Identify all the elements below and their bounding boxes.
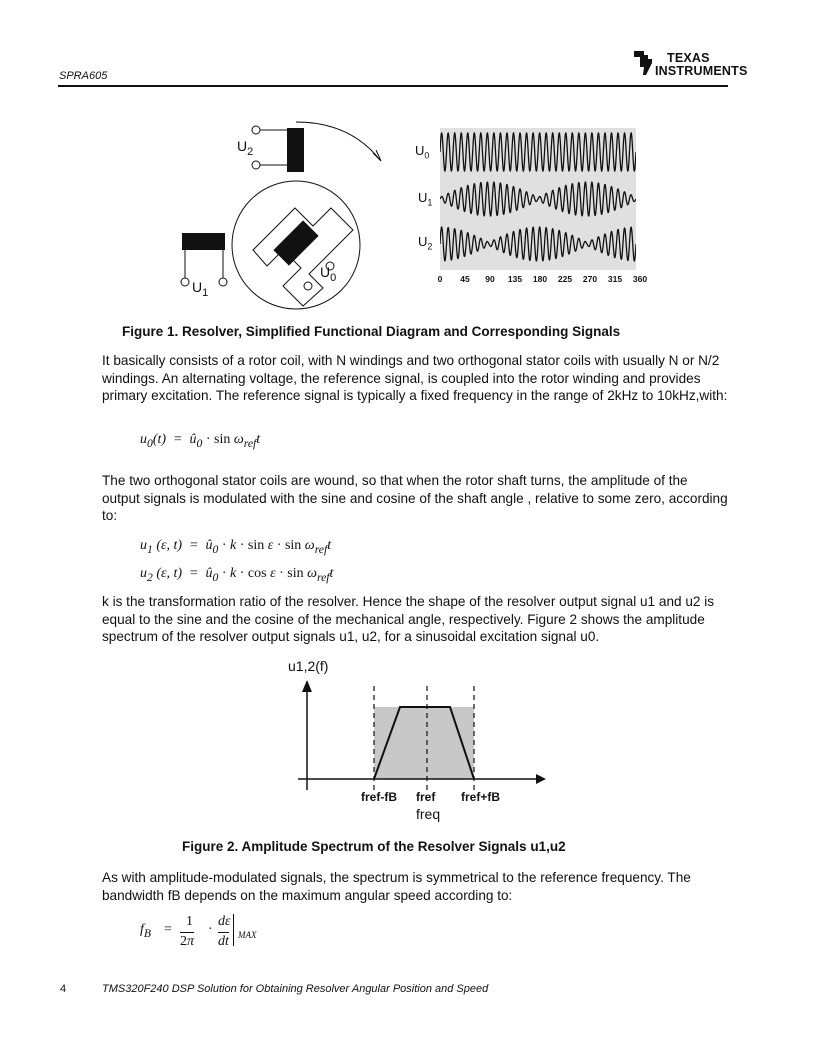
paragraph-4 [102, 869, 728, 904]
diagram-label-u0: $U_0$ [320, 264, 337, 284]
page-number: 4 [60, 983, 67, 995]
figure1-caption: Figure 1. Resolver, Simplified Functional Diagram and Corresponding Signals [122, 324, 621, 339]
paragraph-3 [102, 593, 728, 646]
diagram-label-u1: $U_1$ [192, 279, 209, 299]
signal-axis-tick: 45 [460, 274, 470, 284]
document-id: SPRA605 [59, 70, 108, 82]
signal-axis-tick: 135 [507, 274, 523, 284]
signal-label-u1: $U_1$ [418, 190, 433, 208]
signal-axis-tick: 90 [485, 274, 495, 284]
spectrum-y-label: u1,2(f) [288, 658, 329, 674]
signal-label-u0: $U_0$ [415, 143, 430, 161]
signal-axis-tick: 270 [582, 274, 598, 284]
paragraph-2 [102, 472, 728, 525]
paragraph-2-text: The two orthogonal stator coils are wound, so that when the rotor shaft turns, the amplitude of the output signals is modulated with the sine and cosine of the shaft angle , relative to some zero, according to: [102, 473, 728, 523]
ti-logo-line2: INSTRUMENTS [655, 64, 748, 78]
spectrum-tick-right: fref+fB [461, 790, 501, 804]
signal-axis-tick: 0 [437, 274, 443, 284]
signal-axis-tick: 315 [607, 274, 623, 284]
signal-label-u2: $U_2$ [418, 234, 433, 252]
ti-logo-text [655, 52, 747, 78]
spectrum-tick-left: fref-fB [361, 790, 397, 804]
figure2-caption: Figure 2. Amplitude Spectrum of the Resolver Signals u1,u2 [182, 839, 566, 854]
paragraph-3-text: k is the transformation ratio of the resolver. Hence the shape of the resolver output signal u1 and u2 is equal to the sine and the cosine of the mechanical angle, respectively. Figure 2 shows the amplitude spectrum of the resolver output signals u1, u2, for a sinusoidal excitation signal u0. [102, 594, 715, 644]
paragraph-1-text: It basically consists of a rotor coil, with N windings and two orthogonal stator coils with usually N or N/2 windings. An alternating voltage, the reference signal, is coupled into the rotor winding and provides primary excitation. The reference signal is typically a fixed frequency in the range of 2kHz to 10kHz,with: [102, 353, 728, 403]
signal-axis-tick: 360 [632, 274, 648, 284]
paragraph-4-text: As with amplitude-modulated signals, the spectrum is symmetrical to the reference frequency. The bandwidth fB depends on the maximum angular speed according to: [102, 870, 691, 903]
signal-plot [440, 128, 636, 270]
diagram-label-u2: $U_2$ [237, 138, 254, 158]
footer-title: TMS320F240 DSP Solution for Obtaining Resolver Angular Position and Speed [102, 983, 489, 995]
spectrum-x-label: freq [416, 806, 441, 822]
resolver-diagram [175, 110, 405, 310]
equation-u1: $u_1$ (ε, $t) = û_0 \cdot k \cdot \sin \varepsilon \cdot \sin \omega_{ref}t$ [140, 538, 332, 556]
ti-logo-icon [632, 49, 654, 77]
equation-fb: $f_B$ = 1 2π · dε dt MAX [140, 914, 257, 949]
signal-axis-tick: 225 [557, 274, 573, 284]
spectrum-tick-mid: fref [416, 790, 436, 804]
equation-u2: $u_2$ (ε, $t) = û_0 \cdot k \cdot \cos \varepsilon \cdot \sin \omega_{ref}t$ [140, 566, 334, 584]
equation-u0: $u_0(t)$ = $û_0 \cdot \sin \omega_{ref}t$ [140, 432, 261, 450]
spectrum-diagram [290, 660, 560, 810]
signal-axis-tick: 180 [532, 274, 548, 284]
header-rule [58, 85, 728, 87]
paragraph-1 [102, 352, 728, 405]
signal-axis-ticks [436, 274, 648, 286]
ti-logo-line1: TEXAS [667, 51, 710, 65]
